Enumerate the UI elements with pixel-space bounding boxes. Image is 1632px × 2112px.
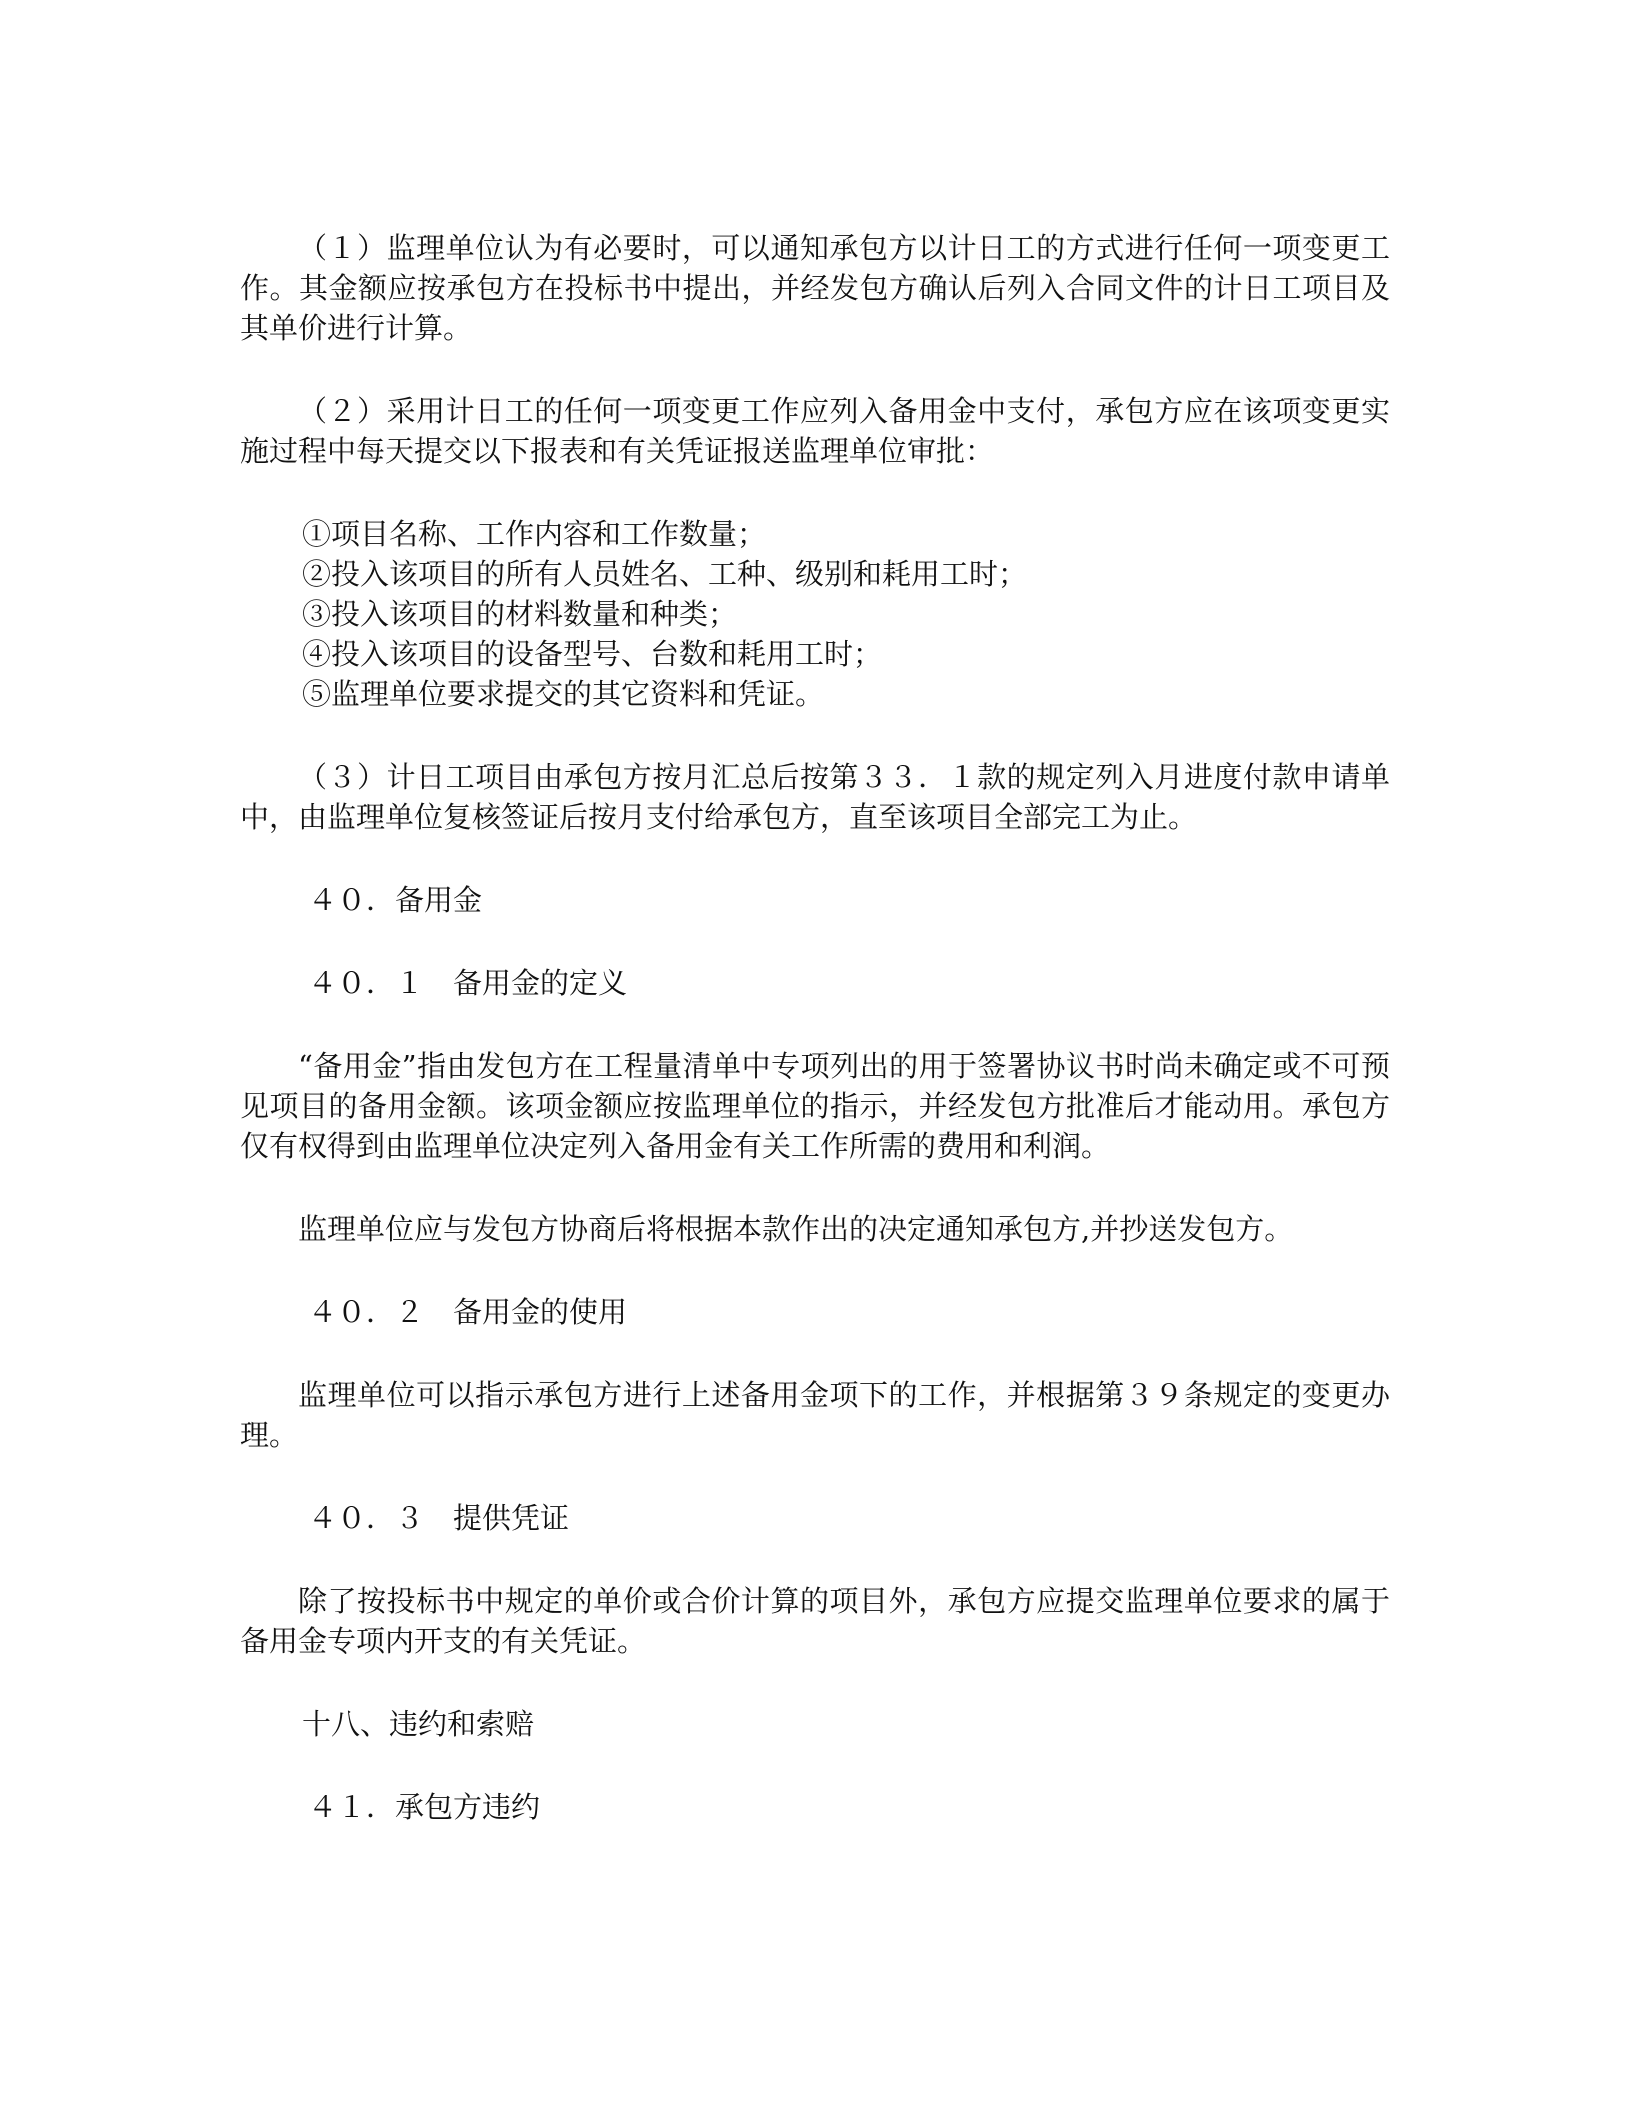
section-heading-40: ４０．备用金 xyxy=(308,883,483,917)
list-item: ④投入该项目的设备型号、台数和耗用工时； xyxy=(302,637,883,671)
section-heading-40-2: ４０．２ 备用金的使用 xyxy=(308,1295,628,1329)
list-item: ⑤监理单位要求提交的其它资料和凭证。 xyxy=(302,677,825,711)
list-item: ②投入该项目的所有人员姓名、工种、级别和耗用工时； xyxy=(302,557,1028,591)
paragraph-daywork-1: （１）监理单位认为有必要时，可以通知承包方以计日工的方式进行任何一项变更工作。其金额应按承包方在投标书中提出，并经发包方确认后列入合同文件的计日工项目及其单价进行计算。 xyxy=(240,231,1390,345)
paragraph-reserve-notice: 监理单位应与发包方协商后将根据本款作出的决定通知承包方,并抄送发包方。 xyxy=(298,1212,1294,1246)
section-heading-40-3: ４０．３ 提供凭证 xyxy=(308,1501,570,1535)
paragraph-daywork-2: （２）采用计日工的任何一项变更工作应列入备用金中支付，承包方应在该项变更实施过程中每天提交以下报表和有关凭证报送监理单位审批： xyxy=(240,394,1390,468)
document-page xyxy=(240,228,1390,1827)
section-heading-40-1: ４０．１ 备用金的定义 xyxy=(308,966,628,1000)
section-heading-41: ４１．承包方违约 xyxy=(308,1790,541,1824)
paragraph-reserve-use: 监理单位可以指示承包方进行上述备用金项下的工作，并根据第３９条规定的变更办理。 xyxy=(240,1378,1390,1452)
list-item: ①项目名称、工作内容和工作数量； xyxy=(302,517,767,551)
paragraph-reserve-definition: “备用金”指由发包方在工程量清单中专项列出的用于签署协议书时尚未确定或不可预见项目的备用金额。该项金额应按监理单位的指示，并经发包方批准后才能动用。承包方仅有权得到由监理单位决定列入备用金有关工作所需的费用和利润。 xyxy=(240,1049,1390,1163)
submission-list xyxy=(240,514,1390,714)
list-item: ③投入该项目的材料数量和种类； xyxy=(302,597,738,631)
paragraph-vouchers: 除了按投标书中规定的单价或合价计算的项目外，承包方应提交监理单位要求的属于备用金专项内开支的有关凭证。 xyxy=(240,1584,1390,1658)
chapter-heading-18: 十八、违约和索赔 xyxy=(302,1707,535,1741)
paragraph-daywork-3: （３）计日工项目由承包方按月汇总后按第３３．１款的规定列入月进度付款申请单中，由监理单位复核签证后按月支付给承包方，直至该项目全部完工为止。 xyxy=(240,760,1390,834)
